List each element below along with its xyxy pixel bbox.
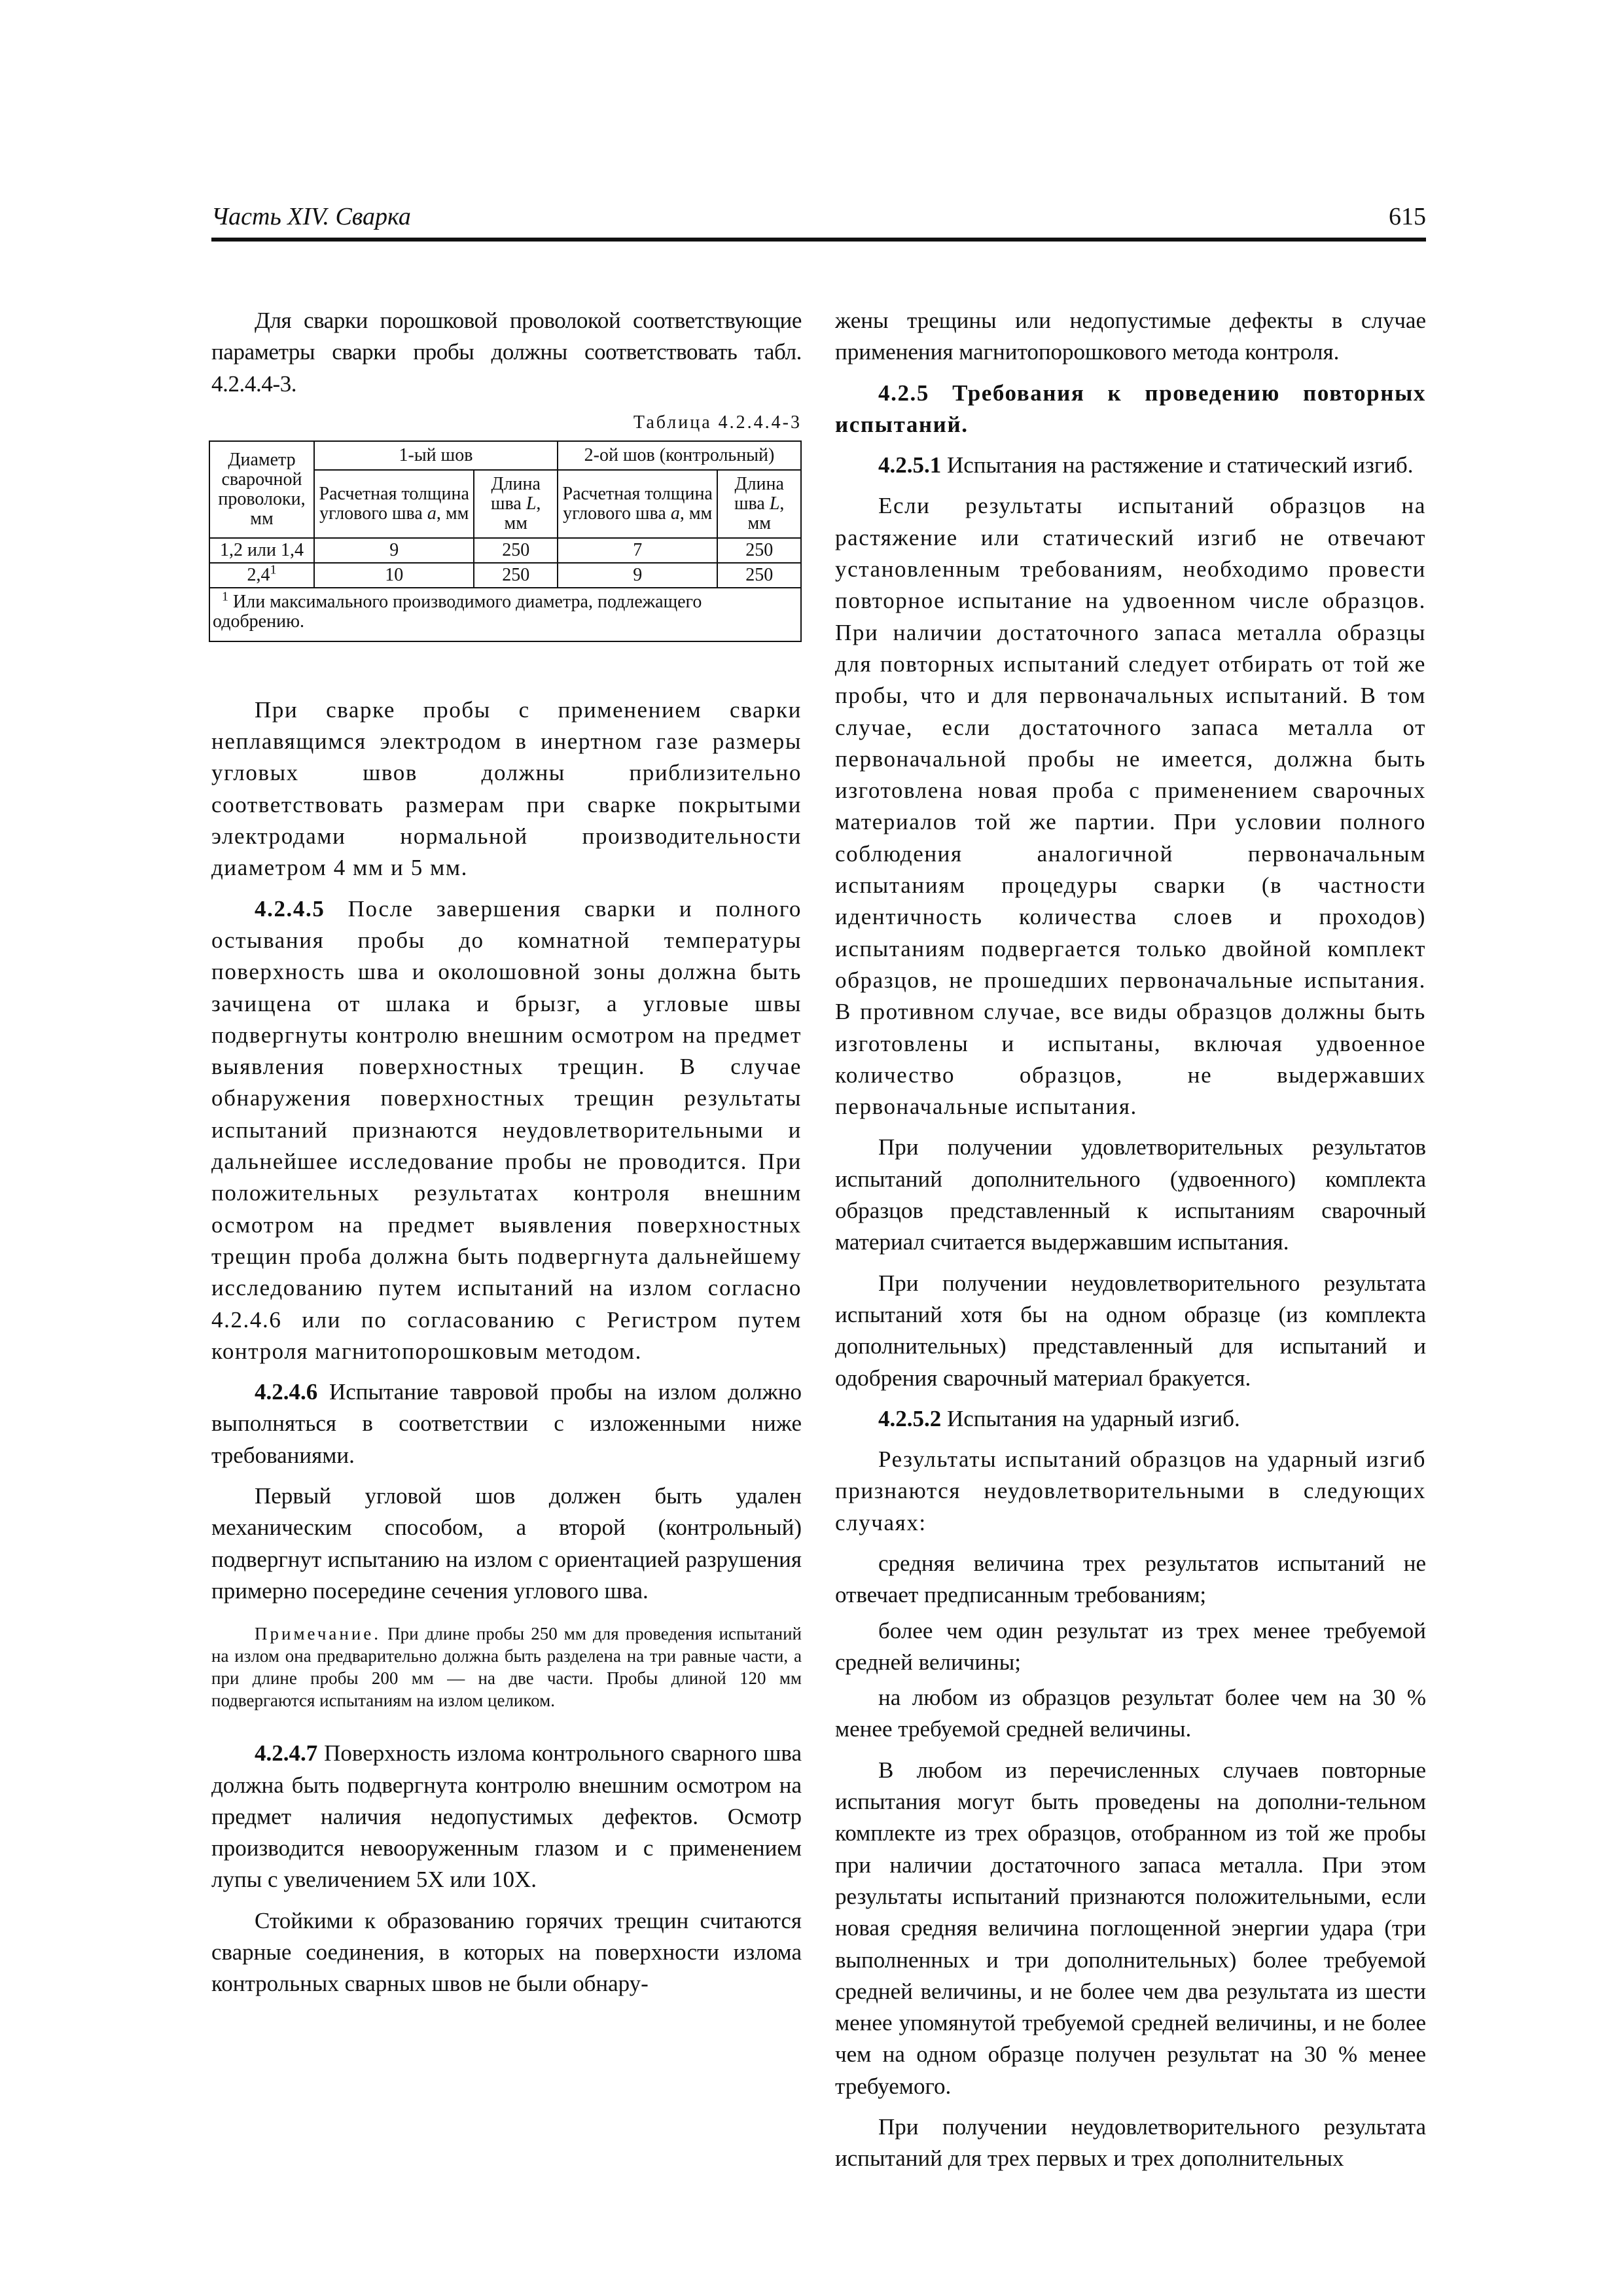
- page-number: 615: [1389, 203, 1426, 230]
- note: [211, 1623, 802, 1712]
- section-number: 4.2.5.1: [878, 452, 942, 478]
- section-title: Требования к проведению повторных испытаний.: [835, 380, 1426, 437]
- table-row: [209, 563, 801, 588]
- table-cell: 250: [474, 563, 558, 588]
- table-subheader-thickness: Расчетная толщина углового шва a, мм: [314, 470, 474, 538]
- paragraph: В любом из перечисленных случаев повторные испытания могут быть проведены на дополни-тельном комплекте из трех образцов, отобранном из той же пробы при наличии достаточного запаса металла. При этом результаты испытаний признаются положительными, если новая средняя величина поглощенной энергии удара (три выполненных и три дополнительных) более требуемой средней величины, и не более чем два результата из шести менее упомянутой требуемой средней величины, и не более чем на одном образце получен результат на 30 % менее требуемого.: [835, 1757, 1426, 2099]
- table-header-seam1: 1-ый шов: [314, 441, 558, 470]
- table-cell: 250: [474, 538, 558, 563]
- paragraph-text: Поверхность излома контрольного сварного шва должна быть подвергнута контролю внешним осмотром на предмет наличия недопустимых дефектов. Осмотр производится невооруженным глазом и с применением лупы с увеличением 5X или 10X.: [211, 1740, 802, 1893]
- right-column: [835, 305, 1426, 2184]
- running-header-part: Часть XIV. Сварка: [211, 203, 411, 230]
- paragraph: Если результаты испытаний образцов на растяжение или статический изгиб не отвечают установленным требованиям, необходимо провести повторное испытание на удвоенном числе образцов. При наличии достаточного запаса металла образцы для повторных испытаний следует отбирать от той же пробы, что и для первоначальных испытаний. В том случае, если достаточного запаса металла от первоначальной пробы не имеется, должна быть изготовлена новая проба с применением сварочных материалов той же партии. При условии полного соблюдения аналогичной первоначальным испытаниям процедуры сварки (в частности идентичность количества слоев и проходов) испытаниям подвергается только двойной комплект образцов, не прошедших первоначальные испытания. В противном случае, все виды образцов должны быть изготовлены и испытаны, включая удвоенное количество образцов, не выдержавших первоначальные испытания.: [835, 493, 1426, 1120]
- table-cell: 9: [558, 563, 717, 588]
- table-row: [209, 538, 801, 563]
- paragraph-text: Испытание тавровой пробы на излом должно выполняться в соответствии с изложенными ниже требованиями.: [211, 1379, 802, 1468]
- table-footnote-text: Или максимального производимого диаметра, подлежащего одобрению.: [213, 591, 702, 632]
- list-item: средняя величина трех результатов испытаний не отвечает предписанным требованиям;: [835, 1550, 1426, 1608]
- section-number: 4.2.4.7: [255, 1740, 318, 1767]
- footnote-marker: 1: [222, 589, 228, 604]
- paragraph: Для сварки порошковой проволокой соответствующие параметры сварки пробы должны соответствовать табл. 4.2.4.4-3.: [211, 308, 802, 397]
- table-cell: 7: [558, 538, 717, 563]
- table-cell: 250: [717, 538, 801, 563]
- table-caption: Таблица 4.2.4.4-3: [633, 412, 802, 433]
- paragraph: При получении неудовлетворительного результата испытаний для трех первых и трех дополнительных: [835, 2114, 1426, 2172]
- table-cell: 10: [314, 563, 474, 588]
- list-item: более чем один результат из трех менее требуемой средней величины;: [835, 1617, 1426, 1675]
- paragraph: Результаты испытаний образцов на ударный изгиб признаются неудовлетворительными в следующих случаях:: [835, 1446, 1426, 1535]
- table-cell-value: 2,4: [247, 564, 270, 585]
- section-heading: [835, 450, 1426, 481]
- section-number: 4.2.4.6: [255, 1379, 318, 1405]
- left-column: [211, 305, 802, 2009]
- paragraph: При получении неудовлетворительного результата испытаний хотя бы на одном образце (из комплекта дополнительных) представленный для испытаний и одобрения сварочный материал бракуется.: [835, 1270, 1426, 1391]
- paragraph: При получении удовлетворительных результатов испытаний дополнительного (удвоенного) комплекта образцов представленный к испытаниям сварочный материал считается выдержавшим испытания.: [835, 1134, 1426, 1255]
- paragraph: [211, 1376, 802, 1471]
- note-label: Примечание.: [255, 1624, 382, 1644]
- paragraph: [211, 893, 802, 1367]
- paragraph: При сварке пробы с применением сварки неплавящимся электродом в инертном газе размеры угловых швов должны приблизительно соответствовать размерам при сварке покрытыми электродами нормальной производительности диаметром 4 мм и 5 мм.: [211, 696, 802, 881]
- table-subheader-thickness: Расчетная толщина углового шва a, мм: [558, 470, 717, 538]
- list-item: на любом из образцов результат более чем на 30 % менее требуемой средней величины.: [835, 1685, 1426, 1742]
- section-heading: [835, 378, 1426, 441]
- note-text: При длине пробы 250 мм для проведения испытаний на излом она предварительно должна быть разделена на три равные части, а при длине пробы 200 мм — на две части. Пробы длиной 120 мм подвергаются испытаниям на излом целиком.: [211, 1624, 802, 1711]
- section-number: 4.2.5: [878, 380, 929, 406]
- section-number: 4.2.4.5: [255, 895, 325, 922]
- table-footnote: [209, 588, 801, 641]
- table-subheader-length: Длина шва L, мм: [717, 470, 801, 538]
- paragraph: [211, 1738, 802, 1895]
- table-cell: 250: [717, 563, 801, 588]
- running-header: [211, 198, 1426, 242]
- paragraph-text: После завершения сварки и полного остывания пробы до комнатной температуры поверхность шва и околошовной зоны должна быть зачищена от шлака и брызг, а угловые швы подвергнуты контролю внешним осмотром на предмет выявления поверхностных трещин. В случае обнаружения поверхностных трещин результаты испытаний признаются неудовлетворительными и дальнейшее исследование пробы не проводится. При положительных результатах контроля внешним осмотром на предмет выявления поверхностных трещин проба должна быть подвергнута дальнейшему исследованию путем испытаний на излом согласно 4.2.4.6 или по согласованию с Регистром путем контроля магнитопорошковым методом.: [211, 895, 802, 1364]
- section-title: Испытания на ударный изгиб.: [947, 1405, 1240, 1431]
- weld-parameters-table: [209, 440, 802, 642]
- table-header-seam2: 2-ой шов (контрольный): [558, 441, 801, 470]
- section-title: Испытания на растяжение и статический изгиб.: [947, 452, 1414, 478]
- table-cell: [209, 563, 314, 588]
- table-header-diameter: Диаметр сварочной проволоки, мм: [209, 441, 314, 538]
- section-heading: [835, 1403, 1426, 1435]
- paragraph: Стойкими к образованию горячих трещин считаются сварные соединения, в которых на поверхности излома контрольных сварных швов не были обнару-: [211, 1907, 802, 1997]
- table-cell: 1,2 или 1,4: [209, 538, 314, 563]
- footnote-marker: 1: [270, 562, 277, 577]
- paragraph: жены трещины или недопустимые дефекты в случае применения магнитопорошкового метода контроля.: [835, 308, 1426, 365]
- table-subheader-length: Длина шва L, мм: [474, 470, 558, 538]
- paragraph: Первый угловой шов должен быть удален механическим способом, а второй (контрольный) подвергнут испытанию на излом с ориентацией разрушения примерно посередине сечения углового шва.: [211, 1483, 802, 1604]
- section-number: 4.2.5.2: [878, 1405, 942, 1431]
- table-cell: 9: [314, 538, 474, 563]
- failure-cases-list: [835, 1548, 1426, 1746]
